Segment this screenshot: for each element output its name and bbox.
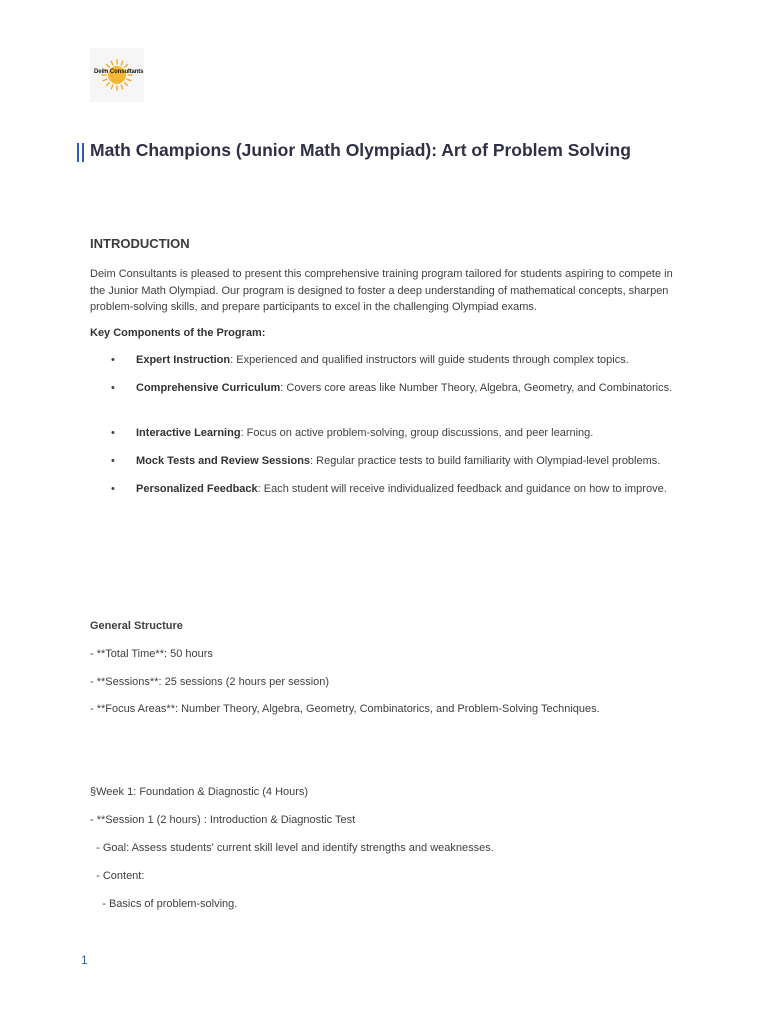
week1-content: - Content: <box>90 870 145 882</box>
introduction-heading: INTRODUCTION <box>90 236 190 251</box>
list-item-text: : Covers core areas like Number Theory, Algebra, Geometry, and Combinatorics. <box>280 382 673 394</box>
week1-goal: - Goal: Assess students' current skill level and identify strengths and weaknesses. <box>90 842 494 854</box>
week1-heading: §Week 1: Foundation & Diagnostic (4 Hours) <box>90 786 309 798</box>
bullet-icon: • <box>111 427 115 439</box>
list-item-term: Comprehensive Curriculum <box>136 382 281 394</box>
sun-logo-icon <box>90 48 144 102</box>
list-item-term: Mock Tests and Review Sessions <box>136 455 311 467</box>
list-item-term: Expert Instruction <box>136 354 231 366</box>
list-item-text: : Experienced and qualified instructors will guide students through complex topics. <box>230 354 629 366</box>
bullet-icon: • <box>111 354 115 366</box>
bullet-icon: • <box>111 455 115 467</box>
bullet-icon: • <box>111 382 115 394</box>
week1-basics: - Basics of problem-solving. <box>90 898 238 910</box>
general-structure-heading: General Structure <box>90 620 183 632</box>
document-title: Math Champions (Junior Math Olympiad): Art of Problem Solving <box>90 140 631 160</box>
list-item-text: : Regular practice tests to build familiarity with Olympiad-level problems. <box>310 455 661 467</box>
structure-line-total-time: - **Total Time**: 50 hours <box>90 648 213 660</box>
title-accent-bar <box>77 143 85 162</box>
week1-session1: - **Session 1 (2 hours) : Introduction & Diagnostic Test <box>90 814 356 826</box>
introduction-paragraph: Deim Consultants is pleased to present this comprehensive training program tailored for students aspiring to compete in the Junior Math Olympiad. Our program is designed to foster a deep understanding of mathematical concepts, sharpen problem-solving skills, and prepare participants to excel in the challenging Olympiad exams. <box>90 268 673 313</box>
company-logo <box>90 48 144 102</box>
bullet-icon: • <box>111 483 115 495</box>
structure-line-sessions: - **Sessions**: 25 sessions (2 hours per session) <box>90 676 330 688</box>
list-item-term: Interactive Learning <box>136 427 241 439</box>
list-item-text: : Focus on active problem-solving, group discussions, and peer learning. <box>240 427 594 439</box>
list-item-term: Personalized Feedback <box>136 483 258 495</box>
page-number: 1 <box>81 953 88 967</box>
key-components-heading: Key Components of the Program: <box>90 327 266 339</box>
list-item-text: : Each student will receive individualized feedback and guidance on how to improve. <box>257 483 667 495</box>
logo-text: Deim Consultants <box>94 69 144 75</box>
structure-line-focus-areas: - **Focus Areas**: Number Theory, Algebra, Geometry, Combinatorics, and Problem-Solving Techniques. <box>90 703 600 715</box>
